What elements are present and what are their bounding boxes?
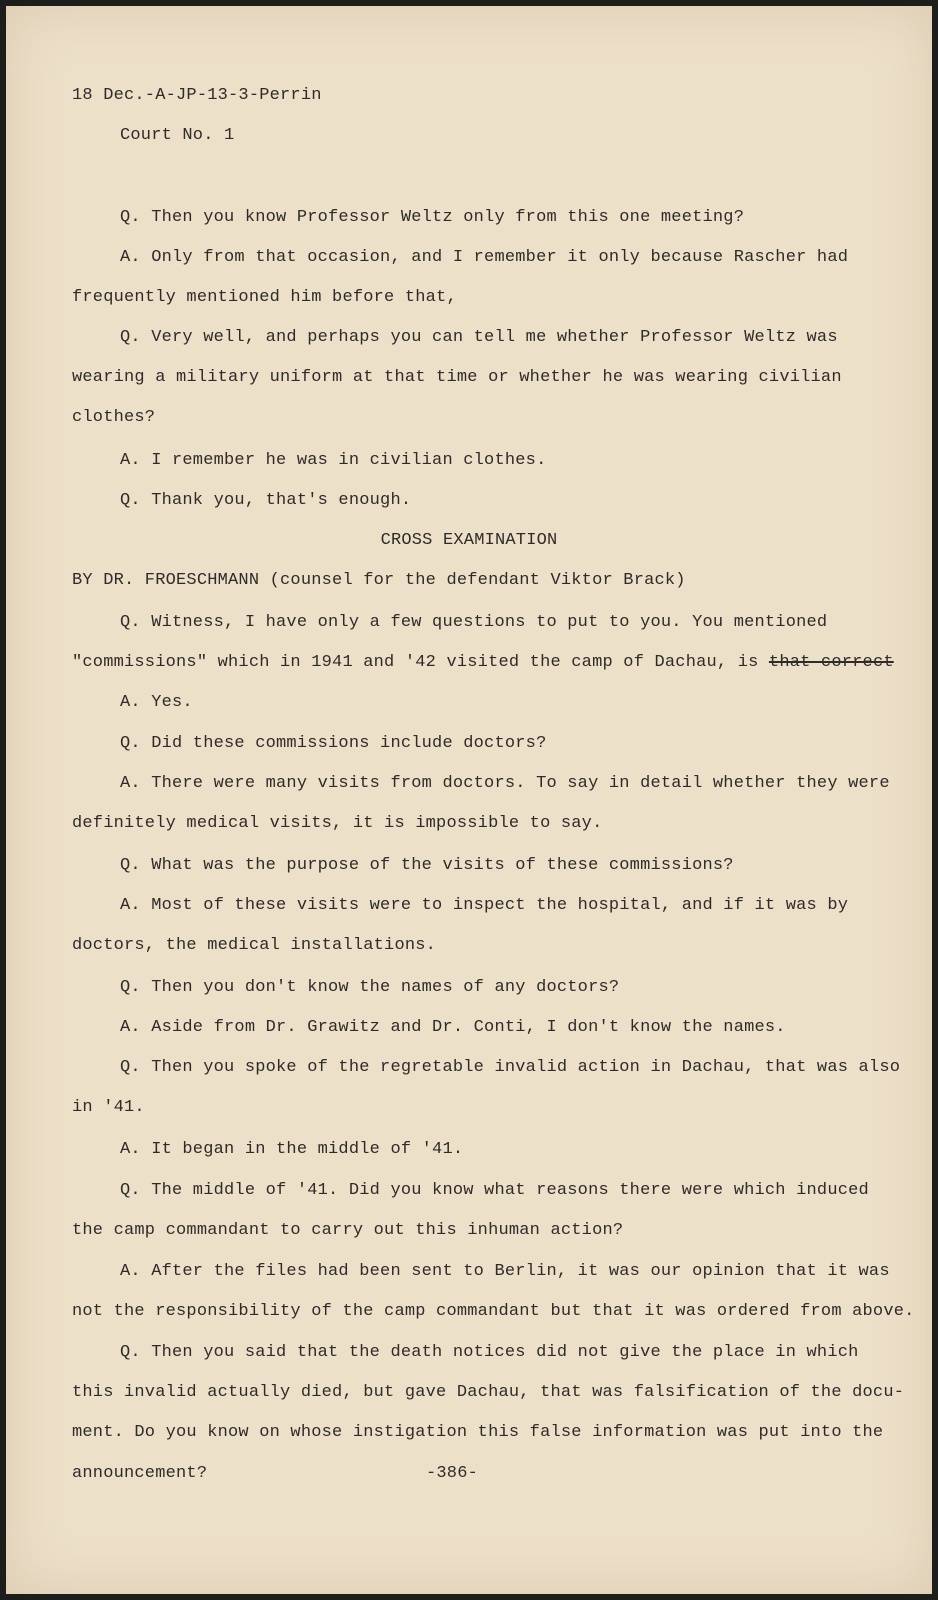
transcript-line: definitely medical visits, it is impossible to say. <box>72 814 603 833</box>
transcript-line: Q. Thank you, that's enough. <box>120 491 412 510</box>
page-number: -386- <box>426 1464 479 1483</box>
transcript-line: Q. Then you don't know the names of any doctors? <box>120 978 620 997</box>
transcript-line: A. I remember he was in civilian clothes. <box>120 451 547 470</box>
transcript-line: A. After the files had been sent to Berlin, it was our opinion that it was <box>120 1262 890 1281</box>
transcript-line: doctors, the medical installations. <box>72 936 437 955</box>
transcript-line: A. Yes. <box>120 693 193 712</box>
document-page <box>6 6 932 1594</box>
transcript-line: Q. Witness, I have only a few questions to put to you. You mentioned <box>120 613 828 632</box>
transcript-line: A. Only from that occasion, and I remember it only because Rascher had <box>120 248 849 267</box>
line-text: "commissions" which in 1941 and '42 visited the camp of Dachau, is <box>72 653 759 672</box>
transcript-line: Q. The middle of '41. Did you know what reasons there were which induced <box>120 1181 869 1200</box>
examiner-line: BY DR. FROESCHMANN (counsel for the defendant Viktor Brack) <box>72 571 686 590</box>
transcript-line: the camp commandant to carry out this inhuman action? <box>72 1221 624 1240</box>
transcript-line: Q. Then you know Professor Weltz only from this one meeting? <box>120 208 745 227</box>
transcript-line: Q. What was the purpose of the visits of these commissions? <box>120 856 734 875</box>
transcript-line: A. Most of these visits were to inspect the hospital, and if it was by <box>120 896 849 915</box>
transcript-line: in '41. <box>72 1098 145 1117</box>
transcript-line: ment. Do you know on whose instigation this false information was put into the <box>72 1423 884 1442</box>
transcript-line: A. Aside from Dr. Grawitz and Dr. Conti, I don't know the names. <box>120 1018 786 1037</box>
transcript-line: Q. Very well, and perhaps you can tell me whether Professor Weltz was <box>120 328 838 347</box>
file-reference: 18 Dec.-A-JP-13-3-Perrin <box>72 86 322 105</box>
section-heading: CROSS EXAMINATION <box>380 531 558 550</box>
transcript-line: not the responsibility of the camp commandant but that it was ordered from above. <box>72 1302 915 1321</box>
transcript-line: wearing a military uniform at that time or whether he was wearing civilian <box>72 368 842 387</box>
transcript-line: Q. Did these commissions include doctors? <box>120 734 547 753</box>
transcript-line: clothes? <box>72 408 156 427</box>
transcript-line: Q. Then you said that the death notices did not give the place in which <box>120 1343 859 1362</box>
transcript-line <box>72 653 894 673</box>
transcript-line: A. It began in the middle of '41. <box>120 1140 464 1159</box>
transcript-line: A. There were many visits from doctors. To say in detail whether they were <box>120 774 890 793</box>
court-number: Court No. 1 <box>120 126 235 145</box>
transcript-line: announcement? <box>72 1464 208 1483</box>
transcript-line: frequently mentioned him before that, <box>72 288 457 307</box>
struck-out-text: that correct <box>768 653 894 672</box>
transcript-line: this invalid actually died, but gave Dachau, that was falsification of the docu- <box>72 1383 905 1402</box>
transcript-line: Q. Then you spoke of the regretable invalid action in Dachau, that was also <box>120 1058 901 1077</box>
